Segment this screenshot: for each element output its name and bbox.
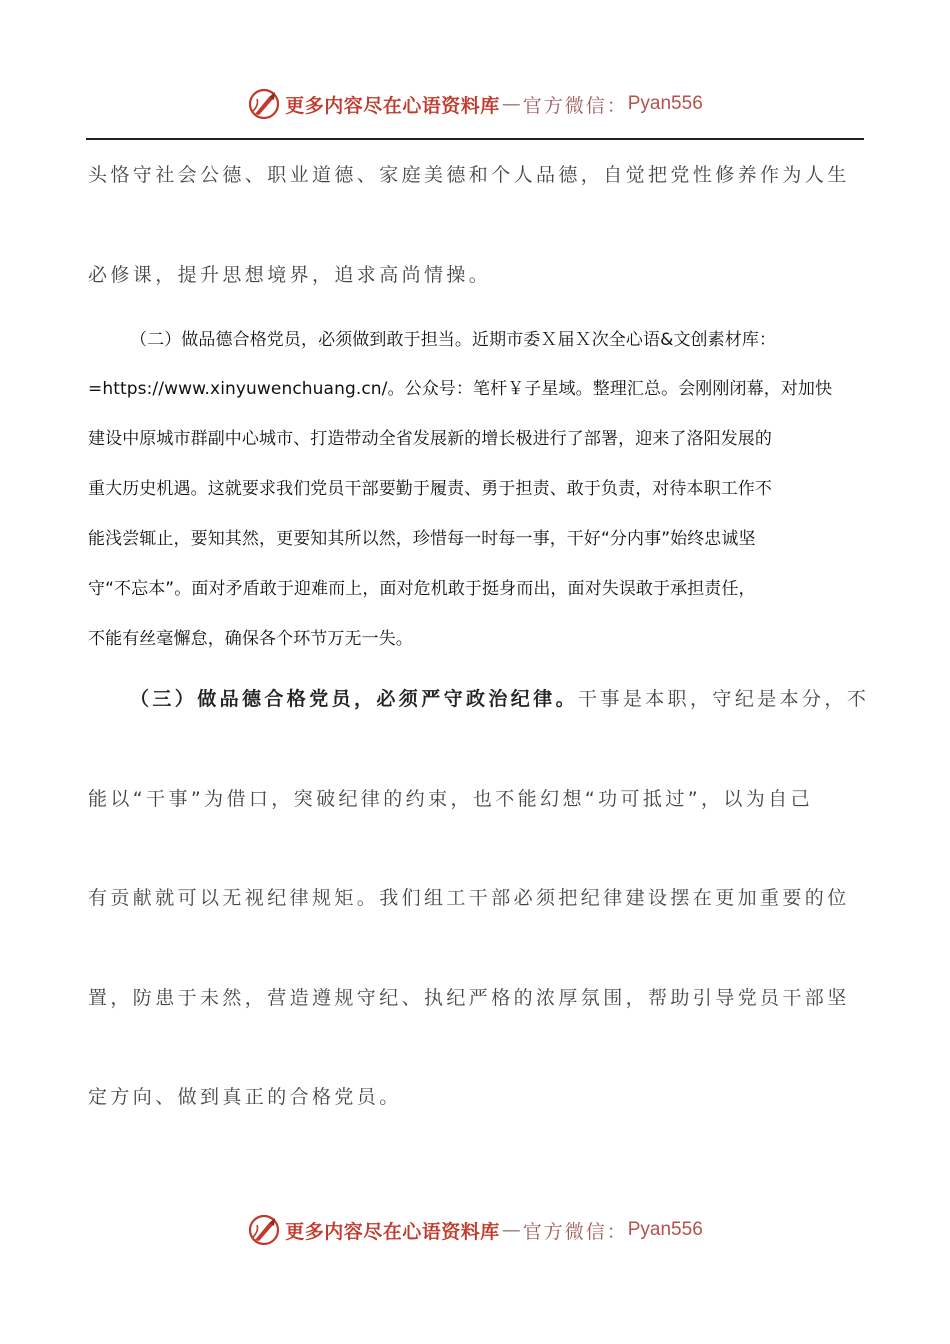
paragraph-line: 置，防患于未然，营造遵规守纪、执纪严格的浓厚氛围，帮助引导党员干部坚 — [88, 987, 850, 1009]
paragraph-line: 定方向、做到真正的合格党员。 — [88, 1086, 402, 1108]
paragraph-line: 不能有丝毫懈怠，确保各个环节万无一失。 — [88, 629, 413, 649]
paragraph-line: 头恪守社会公德、职业道德、家庭美德和个人品德，自觉把党性修养作为人生 — [88, 164, 850, 186]
banner-dash: — — [501, 93, 521, 115]
paragraph-line: 能浅尝辄止，要知其然，更要知其所以然，珍惜每一时每一事，干好“分内事”始终忠诚坚 — [88, 529, 756, 549]
banner-wechat-id: Pyan556 — [627, 1219, 703, 1240]
header-banner — [0, 84, 950, 124]
banner-title: 更多内容尽在心语资料库 — [285, 1220, 500, 1243]
paragraph-line: =https://www.xinyuwenchuang.cn/。公众号：笔杆￥子星域。整理汇总。会刚刚闭幕，对加快 — [88, 379, 833, 399]
paragraph-text: 干事是本职，守纪是本分，不 — [578, 688, 870, 710]
paragraph-line — [130, 684, 869, 711]
banner-wechat-label: 官方微信： — [522, 94, 628, 117]
banner-dash: — — [501, 1219, 521, 1241]
section-heading: （三）做品德合格党员，必须严守政治纪律。 — [130, 688, 579, 710]
banner-wechat-label: 官方微信： — [522, 1220, 628, 1243]
banner-wechat-id: Pyan556 — [627, 93, 703, 114]
paragraph-line: 必修课，提升思想境界，追求高尚情操。 — [88, 264, 492, 286]
quill-logo-icon — [247, 87, 281, 121]
banner-title: 更多内容尽在心语资料库 — [285, 94, 500, 117]
quill-logo-icon — [247, 1213, 281, 1247]
paragraph-line: 有贡献就可以无视纪律规矩。我们组工干部必须把纪律建设摆在更加重要的位 — [88, 887, 850, 909]
header-divider — [86, 138, 864, 140]
paragraph-line: 重大历史机遇。这就要求我们党员干部要勤于履责、勇于担责、敢于负责，对待本职工作不 — [88, 479, 772, 499]
footer-banner — [0, 1210, 950, 1250]
paragraph-line: 建设中原城市群副中心城市、打造带动全省发展新的增长极进行了部署，迎来了洛阳发展的 — [88, 429, 772, 449]
paragraph-line: 能以“干事”为借口，突破纪律的约束，也不能幻想“功可抵过”，以为自己 — [88, 788, 813, 810]
paragraph-line: 守“不忘本”。面对矛盾敢于迎难而上，面对危机敢于挺身而出，面对失误敢于承担责任， — [88, 579, 756, 599]
paragraph-line: （二）做品德合格党员，必须做到敢于担当。近期市委Ｘ届Ｘ次全心语&文创素材库： — [130, 330, 777, 350]
